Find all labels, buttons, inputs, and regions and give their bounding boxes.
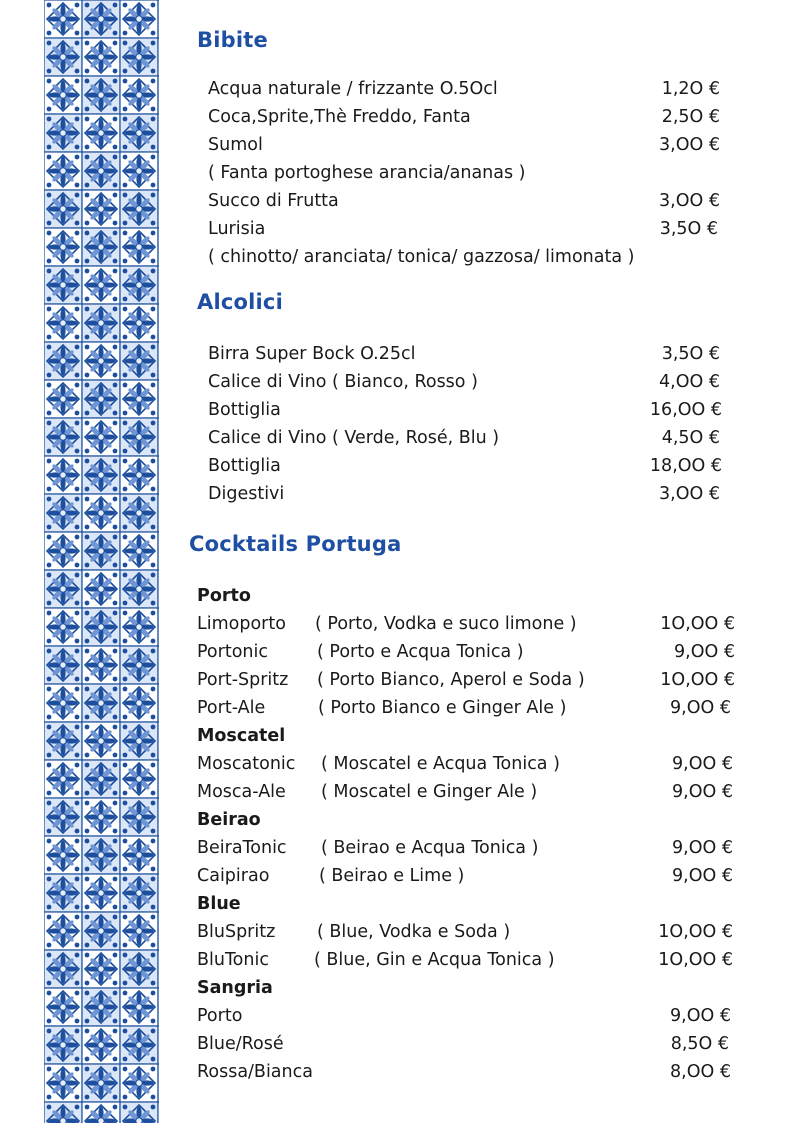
menu-item: Succo di Frutta 3,OO € — [208, 191, 720, 211]
menu-item-note: ( Fanta portoghese arancia/ananas ) — [208, 163, 526, 183]
cocktail-item: Moscatonic ( Moscatel e Acqua Tonica ) 9,OO € — [197, 754, 733, 774]
section-title-cocktails: Cocktails Portuga — [189, 532, 402, 556]
cocktail-item: BluTonic ( Blue, Gin e Acqua Tonica ) 1O,OO € — [197, 950, 733, 970]
group-title-porto: Porto — [197, 586, 251, 606]
cocktail-item: Rossa/Bianca 8,OO € — [197, 1062, 731, 1082]
group-title-blue: Blue — [197, 894, 241, 914]
menu-item: Coca,Sprite,Thè Freddo, Fanta 2,5O € — [208, 107, 720, 127]
cocktail-item: BeiraTonic ( Beirao e Acqua Tonica ) 9,OO € — [197, 838, 733, 858]
group-title-sangria: Sangria — [197, 978, 273, 998]
cocktail-item: Port-Ale ( Porto Bianco e Ginger Ale ) 9,OO € — [197, 698, 731, 718]
menu-item: Digestivi 3,OO € — [208, 484, 720, 504]
menu-item-note: ( chinotto/ aranciata/ tonica/ gazzosa/ limonata ) — [208, 247, 635, 267]
cocktail-item: Caipirao ( Beirao e Lime ) 9,OO € — [197, 866, 733, 886]
azulejo-pattern-icon — [44, 0, 159, 1123]
menu-item: Acqua naturale / frizzante O.5Ocl 1,2O € — [208, 79, 720, 99]
cocktail-item: Limoporto ( Porto, Vodka e suco limone ) 1O,OO € — [197, 614, 735, 634]
section-title-alcolici: Alcolici — [197, 290, 283, 314]
menu-item: Bottiglia 18,OO € — [208, 456, 722, 476]
menu-item: Sumol 3,OO € — [208, 135, 720, 155]
menu-item: Bottiglia 16,OO € — [208, 400, 722, 420]
group-title-moscatel: Moscatel — [197, 726, 286, 746]
azulejo-tile-strip — [44, 0, 159, 1123]
cocktail-item: Blue/Rosé 8,5O € — [197, 1034, 729, 1054]
cocktail-item: BluSpritz ( Blue, Vodka e Soda ) 1O,OO € — [197, 922, 733, 942]
cocktail-item: Porto 9,OO € — [197, 1006, 731, 1026]
section-title-bibite: Bibite — [197, 28, 268, 52]
cocktail-item: Port-Spritz ( Porto Bianco, Aperol e Soda ) 1O,OO € — [197, 670, 735, 690]
menu-item: Calice di Vino ( Bianco, Rosso ) 4,OO € — [208, 372, 720, 392]
menu-item: Lurisia 3,5O € — [208, 219, 718, 239]
group-title-beirao: Beirao — [197, 810, 261, 830]
cocktail-item: Mosca-Ale ( Moscatel e Ginger Ale ) 9,OO € — [197, 782, 733, 802]
cocktail-item: Portonic ( Porto e Acqua Tonica ) 9,OO € — [197, 642, 735, 662]
menu-item: Birra Super Bock O.25cl 3,5O € — [208, 344, 720, 364]
menu-item: Calice di Vino ( Verde, Rosé, Blu ) 4,5O € — [208, 428, 720, 448]
